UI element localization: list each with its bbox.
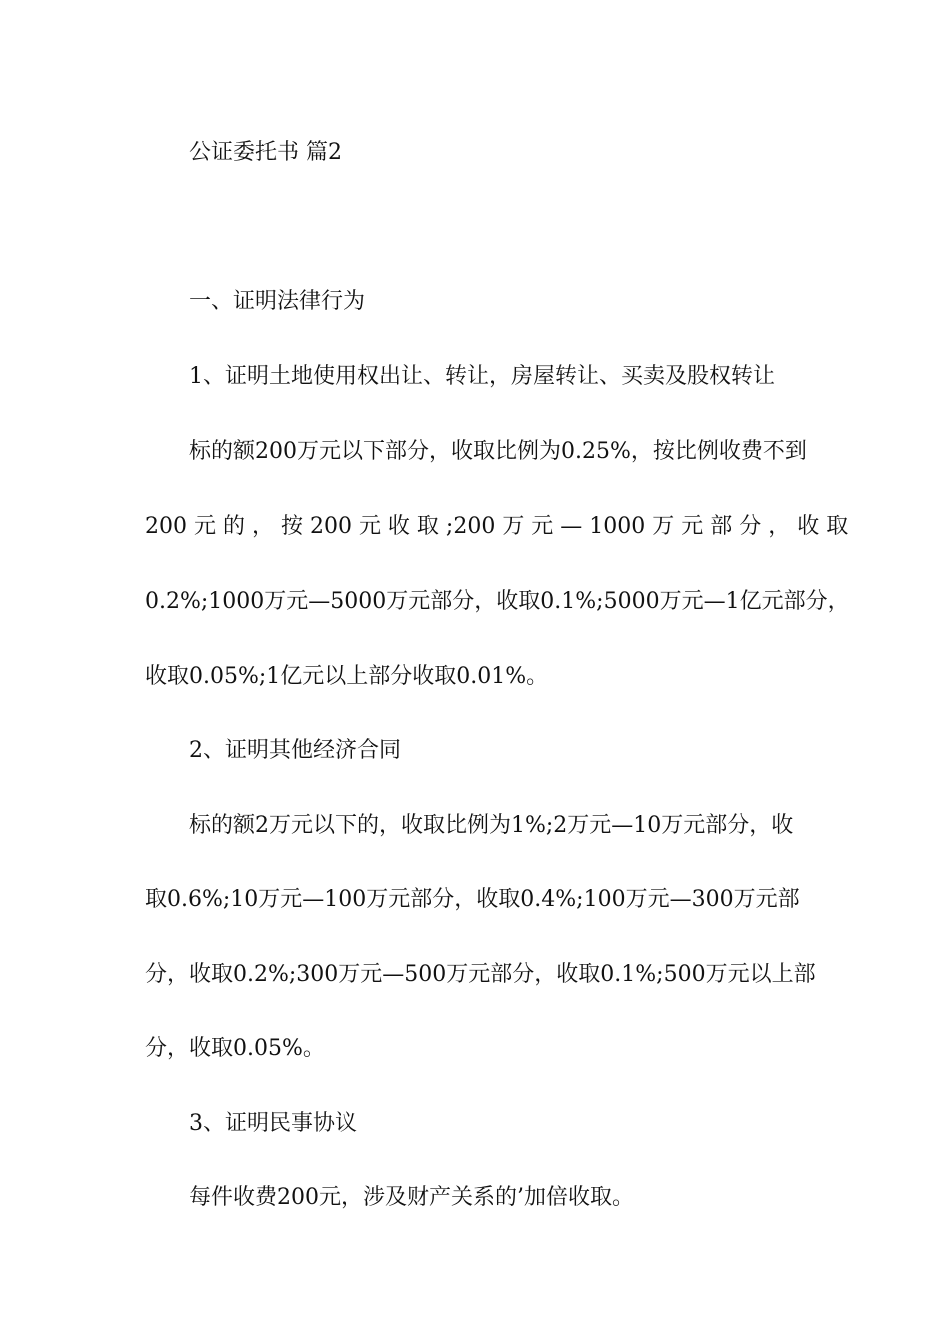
section-heading: 一、证明法律行为 bbox=[189, 289, 366, 314]
item1-heading: 1、证明土地使用权出让、转让，房屋转让、买卖及股权转让 bbox=[189, 364, 775, 389]
item3-line-1: 每件收费200元，涉及财产关系的’加倍收取。 bbox=[189, 1185, 634, 1210]
item2-line-3: 分，收取0.2%;300万元—500万元部分，收取0.1%;500万元以上部 bbox=[145, 962, 816, 987]
item1-line-3: 0.2%;1000万元—5000万元部分，收取0.1%;5000万元—1亿元部分， bbox=[145, 589, 850, 614]
item1-line-1: 标的额200万元以下部分，收取比例为0.25%，按比例收费不到 bbox=[189, 439, 807, 464]
item2-line-1: 标的额2万元以下的，收取比例为1%;2万元—10万元部分，收 bbox=[189, 813, 794, 838]
item2-line-4: 分，收取0.05%。 bbox=[145, 1036, 325, 1061]
document-title: 公证委托书 篇2 bbox=[189, 140, 342, 165]
item1-line-2: 200 元 的 ， 按 200 元 收 取 ;200 万 元 — 1000 万 元 部 分 ， 收 取 bbox=[145, 514, 849, 539]
item1-line-4: 收取0.05%;1亿元以上部分收取0.01%。 bbox=[145, 664, 549, 689]
item2-heading: 2、证明其他经济合同 bbox=[189, 738, 401, 763]
item2-line-2: 取0.6%;10万元—100万元部分，收取0.4%;100万元—300万元部 bbox=[145, 887, 800, 912]
item3-heading: 3、证明民事协议 bbox=[189, 1111, 357, 1136]
